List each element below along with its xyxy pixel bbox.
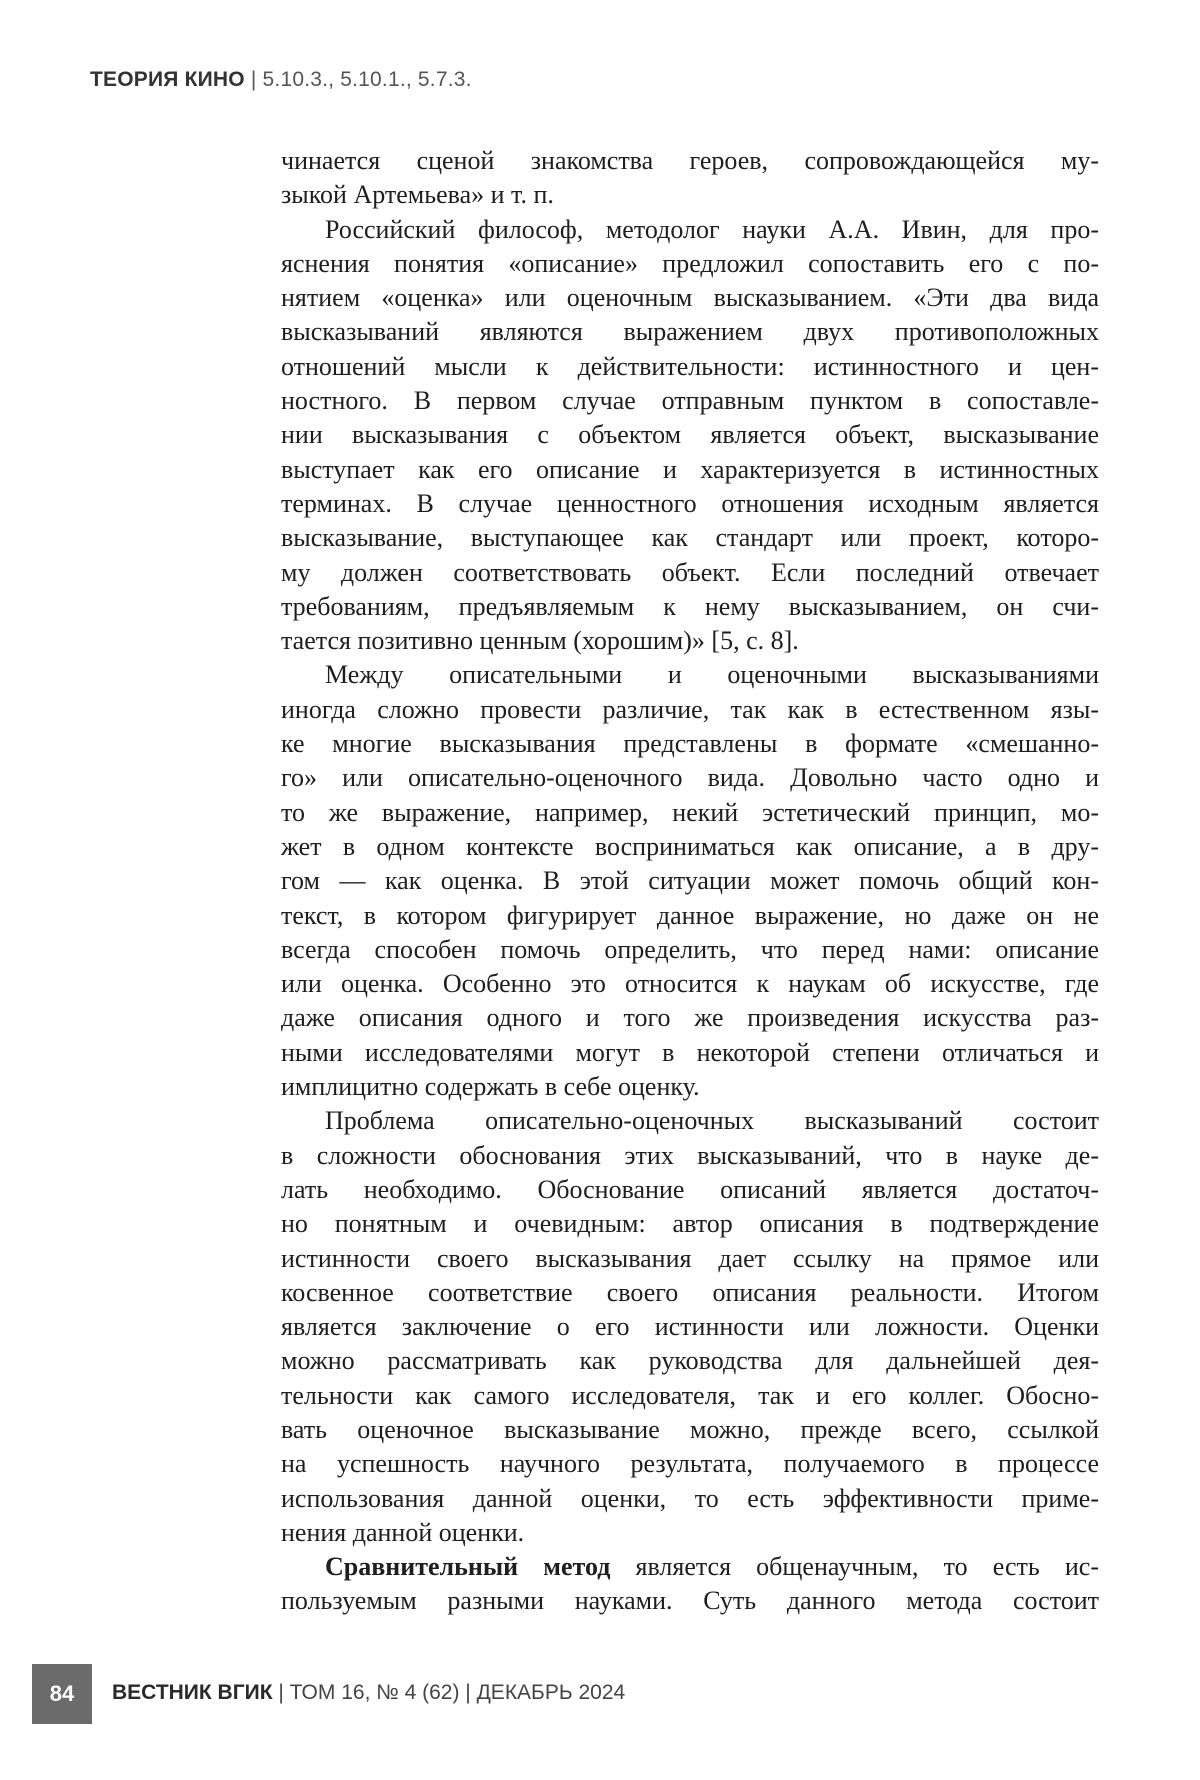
- text-line: [281, 624, 1099, 658]
- text-line: [281, 864, 1099, 898]
- text-line: [281, 1550, 1099, 1584]
- line-text: пользуемым разными науками. Суть данного метода состоит: [281, 1586, 1099, 1616]
- line-text: высказываний являются выражением двух противоположных: [281, 317, 1099, 347]
- text-line: [281, 1070, 1099, 1104]
- line-text: выступает как его описание и характеризуется в истинностных: [281, 454, 1099, 484]
- line-text: использования данной оценки, то есть эффективности приме-: [281, 1483, 1099, 1513]
- page-footer: [32, 1664, 732, 1724]
- text-line: [281, 1276, 1099, 1310]
- text-line: [281, 899, 1099, 933]
- line-text: Российский философ, методолог науки А.А. Ивин, для про-: [325, 214, 1099, 244]
- line-text: яснения понятия «описание» предложил сопоставить его с по-: [281, 248, 1099, 278]
- header-separator: |: [244, 68, 263, 91]
- text-line: [281, 658, 1099, 692]
- text-line: [281, 1447, 1099, 1481]
- text-line: [281, 315, 1099, 349]
- line-text: чинается сценой знакомства героев, сопровождающейся му-: [281, 146, 1099, 175]
- line-text: гом — как оценка. В этой ситуации может помочь общий кон-: [281, 866, 1099, 896]
- text-line: [281, 1173, 1099, 1207]
- line-text: нии высказывания с объектом является объект, высказывание: [281, 420, 1099, 450]
- line-text: требованиям, предъявляемым к нему высказыванием, он счи-: [281, 591, 1099, 621]
- line-text: косвенное соответствие своего описания реальности. Итогом: [281, 1277, 1099, 1307]
- text-line: [281, 1344, 1099, 1378]
- line-text: терминах. В случае ценностного отношения исходным является: [281, 488, 1099, 518]
- line-text: текст, в котором фигурирует данное выражение, но даже он не: [281, 900, 1099, 930]
- line-text: вать оценочное высказывание можно, прежде всего, ссылкой: [281, 1414, 1099, 1444]
- line-text: то же выражение, например, некий эстетический принцип, мо-: [281, 797, 1099, 827]
- text-line: [281, 590, 1099, 624]
- text-line: [281, 761, 1099, 795]
- article-body: [281, 144, 1099, 1619]
- text-line: [281, 727, 1099, 761]
- line-text: высказывание, выступающее как стандарт или проект, которо-: [281, 523, 1099, 553]
- line-text: является общенаучным, то есть ис-: [610, 1552, 1099, 1582]
- line-text: му должен соответствовать объект. Если последний отвечает: [281, 557, 1099, 587]
- line-text: нения данной оценки.: [281, 1517, 525, 1547]
- text-line: [281, 830, 1099, 864]
- page-number: 84: [32, 1664, 92, 1724]
- text-line: [281, 1036, 1099, 1070]
- line-text: тельности как самого исследователя, так и его коллег. Обосно-: [281, 1380, 1099, 1410]
- text-line: [281, 1242, 1099, 1276]
- text-line: [281, 1139, 1099, 1173]
- line-text: отношений мысли к действительности: истинностного и цен-: [281, 351, 1099, 381]
- line-text: всегда способен помочь определить, что перед нами: описание: [281, 934, 1099, 964]
- text-line: [281, 1001, 1099, 1035]
- line-text: или оценка. Особенно это относится к наукам об искусстве, где: [281, 969, 1099, 999]
- running-head: [90, 68, 472, 92]
- text-line: [281, 453, 1099, 487]
- text-line: [281, 384, 1099, 418]
- line-text: Проблема описательно-оценочных высказываний состоит: [325, 1106, 1099, 1136]
- text-line: [281, 178, 1099, 212]
- line-text: ке многие высказывания представлены в формате «смешанно-: [281, 729, 1099, 759]
- text-line: [281, 693, 1099, 727]
- text-line: [281, 1379, 1099, 1413]
- line-text: Между описательными и оценочными высказываниями: [325, 660, 1099, 690]
- text-line: [281, 967, 1099, 1001]
- text-line: [281, 1584, 1099, 1618]
- line-text: го» или описательно-оценочного вида. Довольно часто одно и: [281, 763, 1099, 793]
- text-line: [281, 796, 1099, 830]
- text-line: [281, 1516, 1099, 1550]
- text-line: [281, 487, 1099, 521]
- line-text: но понятным и очевидным: автор описания в подтверждение: [281, 1209, 1099, 1239]
- text-line: [281, 933, 1099, 967]
- text-line: [281, 418, 1099, 452]
- text-line: [281, 1104, 1099, 1138]
- text-line: [281, 556, 1099, 590]
- line-text: даже описания одного и того же произведения искусства раз-: [281, 1003, 1099, 1033]
- text-line: [281, 350, 1099, 384]
- text-line: [281, 1413, 1099, 1447]
- text-line: [281, 1207, 1099, 1241]
- line-text: иногда сложно провести различие, так как в естественном язы-: [281, 694, 1099, 724]
- line-text: на успешность научного результата, получаемого в процессе: [281, 1449, 1099, 1479]
- text-line: [281, 281, 1099, 315]
- line-text: жет в одном контексте восприниматься как описание, а в дру-: [281, 831, 1099, 861]
- issue-info: | ТОМ 16, № 4 (62) | ДЕКАБРЬ 2024: [272, 1681, 626, 1704]
- line-text: можно рассматривать как руководства для дальнейшей дея-: [281, 1346, 1099, 1376]
- line-text: имплицитно содержать в себе оценку.: [281, 1072, 700, 1102]
- line-text: в сложности обоснования этих высказываний, что в науке де-: [281, 1140, 1099, 1170]
- line-text: ностного. В первом случае отправным пунктом в сопоставле-: [281, 386, 1099, 416]
- line-text: ными исследователями могут в некоторой степени отличаться и: [281, 1037, 1099, 1067]
- line-text: является заключение о его истинности или ложности. Оценки: [281, 1312, 1099, 1342]
- journal-name: ВЕСТНИК ВГИК: [112, 1681, 273, 1704]
- text-line: [281, 1482, 1099, 1516]
- text-line: [281, 144, 1099, 178]
- line-text: зыкой Артемьева» и т. п.: [281, 180, 554, 210]
- line-text: лать необходимо. Обоснование описаний является достаточ-: [281, 1174, 1099, 1204]
- text-line: [281, 247, 1099, 281]
- line-text: тается позитивно ценным (хорошим)» [5, с. 8].: [281, 626, 799, 656]
- text-line: [281, 1310, 1099, 1344]
- specialty-codes: 5.10.3., 5.10.1., 5.7.3.: [262, 68, 472, 91]
- section-title: ТЕОРИЯ КИНО: [90, 68, 245, 91]
- text-line: [281, 213, 1099, 247]
- line-text: истинности своего высказывания дает ссылку на прямое или: [281, 1243, 1099, 1273]
- text-line: [281, 521, 1099, 555]
- footer-citation: [112, 1681, 625, 1705]
- line-text: нятием «оценка» или оценочным высказыванием. «Эти два вида: [281, 283, 1099, 313]
- bold-term: Сравнительный метод: [325, 1552, 611, 1582]
